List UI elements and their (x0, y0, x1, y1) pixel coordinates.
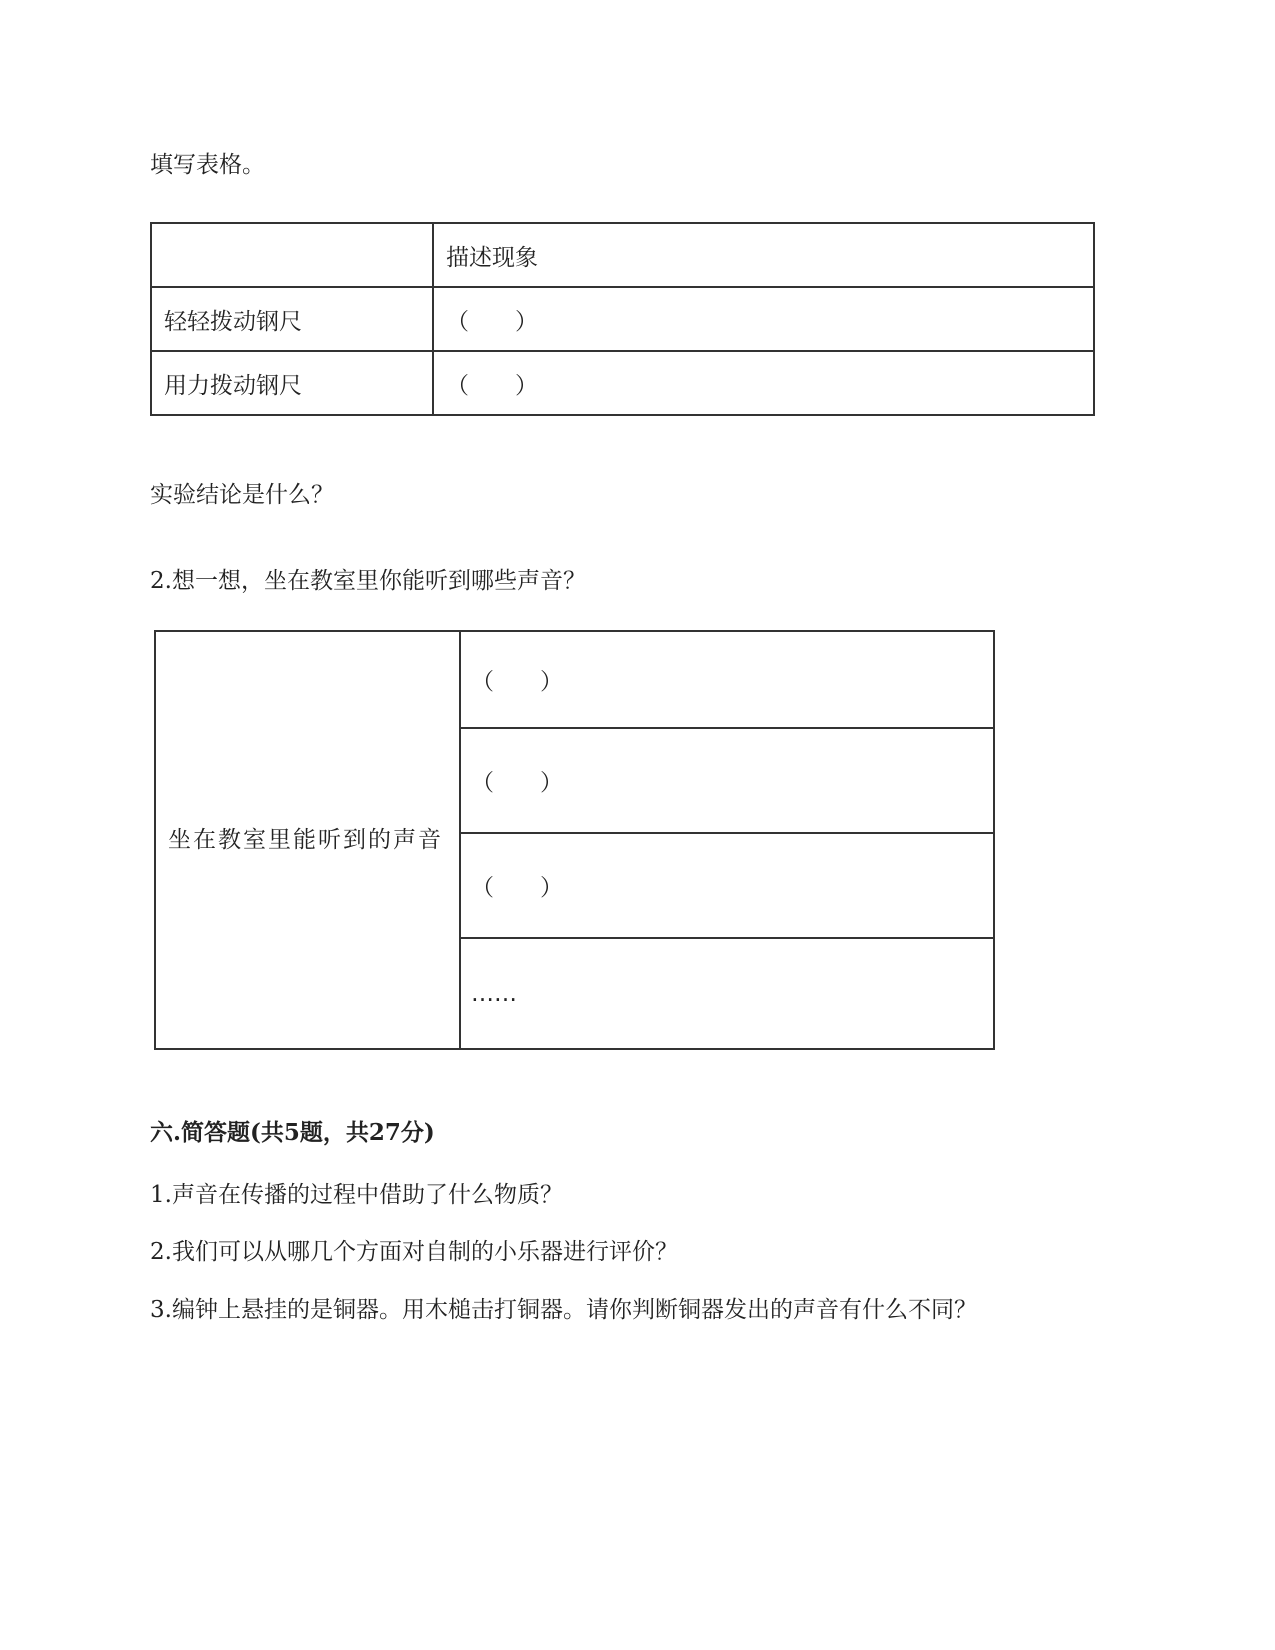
section-6-title: 六.简答题(共5题，共27分) (150, 1119, 435, 1146)
answer-blank-gentle[interactable]: （ ） (433, 287, 1094, 351)
phenomenon-table (150, 222, 1095, 416)
intro-text: 填写表格。 (150, 152, 265, 178)
short-answer-question-2: 2.我们可以从哪几个方面对自制的小乐器进行评价？ (150, 1239, 678, 1265)
answer-blank-forceful[interactable]: （ ） (433, 351, 1094, 415)
short-answer-question-1: 1.声音在传播的过程中借助了什么物质？ (150, 1182, 563, 1208)
ellipsis-cell: …… (460, 938, 994, 1049)
table-row (155, 631, 994, 728)
classroom-sounds-table (154, 630, 995, 1050)
table-header-row (151, 223, 1094, 287)
answer-blank-3[interactable]: （ ） (460, 833, 994, 938)
table-row (151, 287, 1094, 351)
row-label-gentle: 轻轻拨动钢尺 (151, 287, 433, 351)
table-header-empty (151, 223, 433, 287)
table-row (151, 351, 1094, 415)
conclusion-question: 实验结论是什么？ (150, 482, 334, 508)
answer-blank-2[interactable]: （ ） (460, 728, 994, 833)
row-label-forceful: 用力拨动钢尺 (151, 351, 433, 415)
question-2: 2.想一想，坐在教室里你能听到哪些声音？ (150, 568, 586, 594)
answer-blank-1[interactable]: （ ） (460, 631, 994, 728)
table-header-describe: 描述现象 (433, 223, 1094, 287)
short-answer-question-3: 3.编钟上悬挂的是铜器。用木槌击打铜器。请你判断铜器发出的声音有什么不同？ (150, 1297, 977, 1323)
classroom-sounds-label: 坐在教室里能听到的声音 (155, 631, 460, 1049)
